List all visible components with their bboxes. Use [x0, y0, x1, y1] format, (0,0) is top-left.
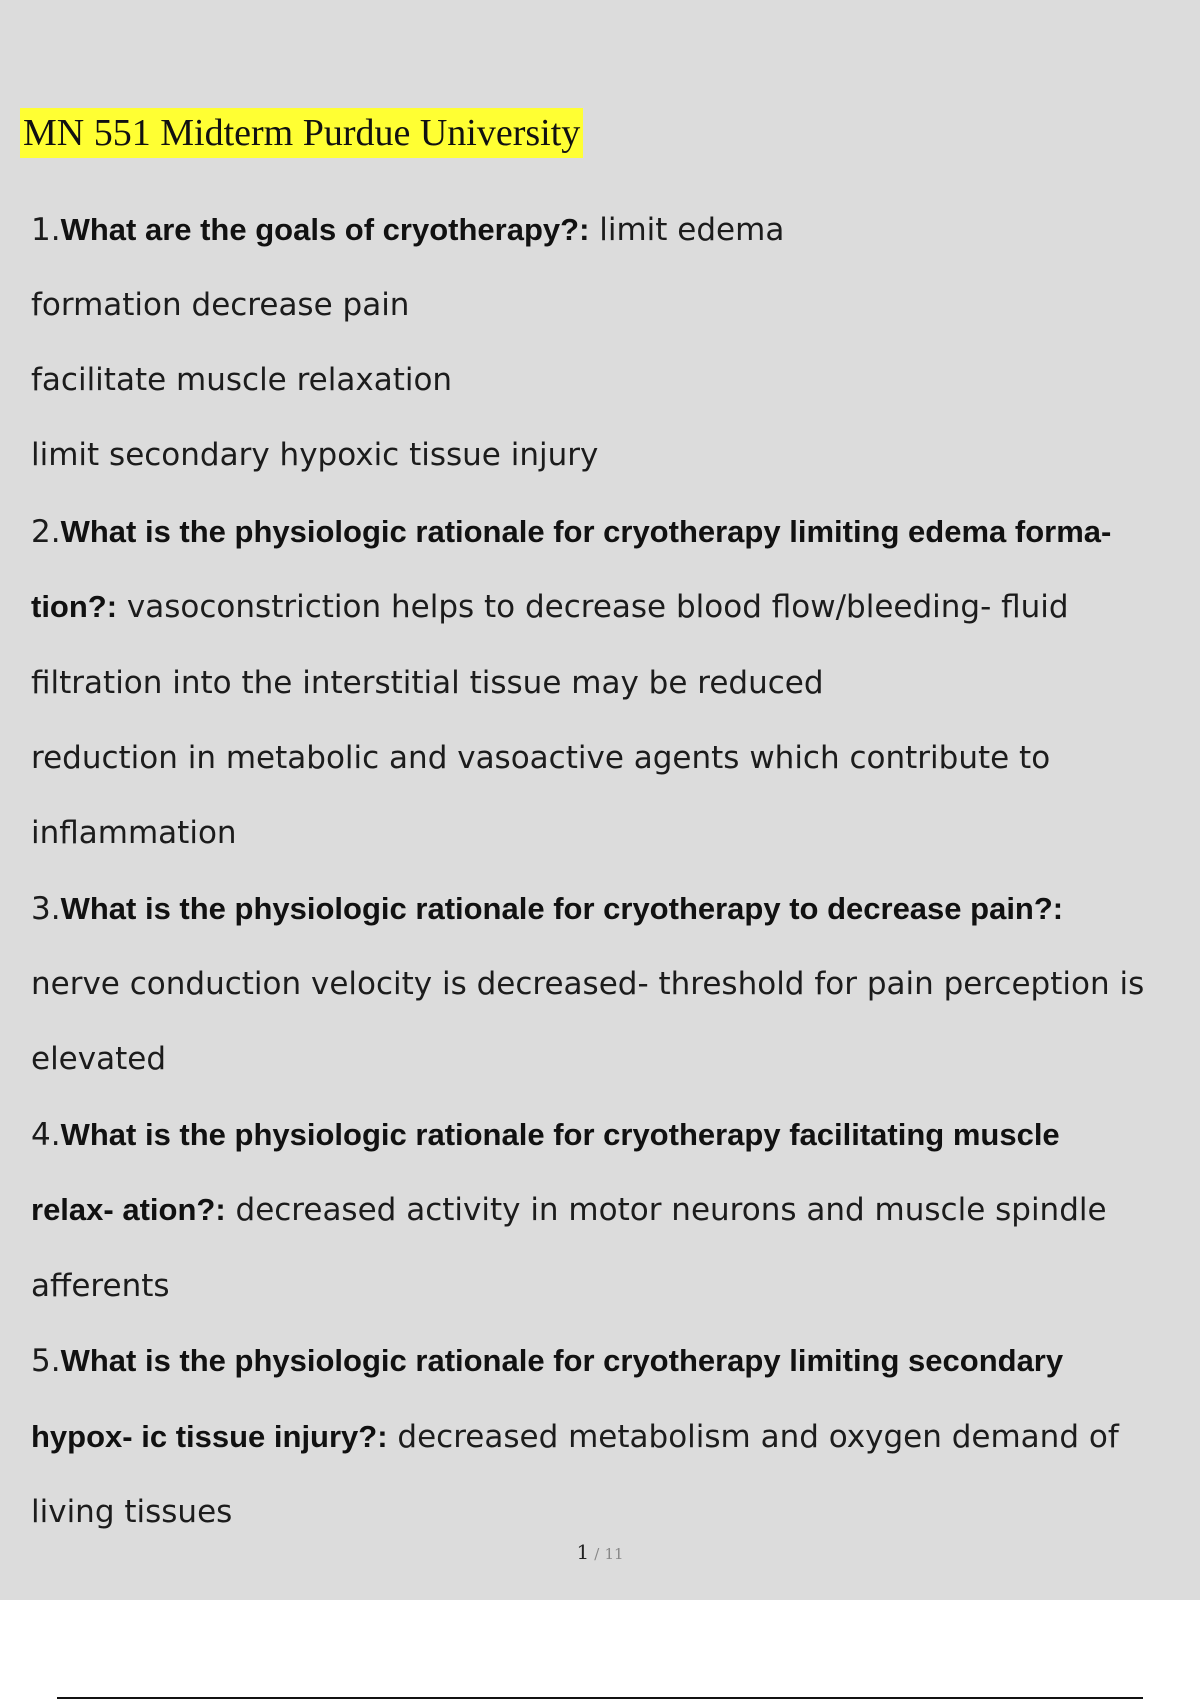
answer-line: limit secondary hypoxic tissue injury [31, 437, 599, 473]
question-4-line [31, 1105, 1060, 1165]
page-separator: / [594, 1545, 600, 1563]
question-2-line [31, 502, 1111, 562]
question-5-line [31, 1331, 1063, 1391]
question-text: What is the physiologic rationale for cryotherapy to decrease pain?: [60, 891, 1064, 926]
question-text: relax- ation?: [31, 1192, 226, 1227]
question-text: What are the goals of cryotherapy?: [60, 212, 590, 247]
answer-line: inflammation [31, 815, 237, 851]
page-indicator [0, 1540, 1200, 1564]
answer-text: decreased activity in motor neurons and muscle spindle [225, 1192, 1107, 1228]
document-title: MN 551 Midterm Purdue University [20, 108, 583, 158]
answer-line: reduction in metabolic and vasoactive agents which contribute to [31, 740, 1051, 776]
current-page: 1 [576, 1540, 590, 1564]
answer-line: filtration into the interstitial tissue may be reduced [31, 665, 824, 701]
question-5-continuation [31, 1407, 1119, 1467]
answer-line: nerve conduction velocity is decreased- threshold for pain perception is [31, 966, 1145, 1002]
answer-line: afferents [31, 1268, 170, 1304]
question-text: What is the physiologic rationale for cryotherapy limiting edema forma- [60, 514, 1112, 549]
total-pages: 11 [604, 1545, 624, 1563]
answer-text: limit edema [589, 212, 785, 248]
answer-line: elevated [31, 1041, 167, 1077]
question-text: tion?: [31, 589, 118, 624]
question-4-continuation [31, 1180, 1107, 1240]
question-number: 1. [31, 212, 61, 248]
answer-text: vasoconstriction helps to decrease blood flow/bleeding- fluid [117, 589, 1069, 625]
question-number: 4. [31, 1117, 61, 1153]
answer-line: formation decrease pain [31, 287, 410, 323]
answer-line: facilitate muscle relaxation [31, 362, 453, 398]
question-number: 5. [31, 1343, 61, 1379]
question-text: What is the physiologic rationale for cryotherapy facilitating muscle [60, 1117, 1060, 1152]
question-text: What is the physiologic rationale for cryotherapy limiting secondary [60, 1343, 1064, 1378]
question-2-continuation [31, 577, 1069, 637]
question-1-line [31, 200, 784, 260]
answer-text: decreased metabolism and oxygen demand of [387, 1419, 1119, 1455]
question-text: hypox- ic tissue injury?: [31, 1419, 388, 1454]
question-3-line [31, 879, 1063, 939]
answer-line: living tissues [31, 1494, 233, 1530]
question-number: 3. [31, 891, 61, 927]
question-number: 2. [31, 514, 61, 550]
next-page-divider [57, 1697, 1143, 1699]
